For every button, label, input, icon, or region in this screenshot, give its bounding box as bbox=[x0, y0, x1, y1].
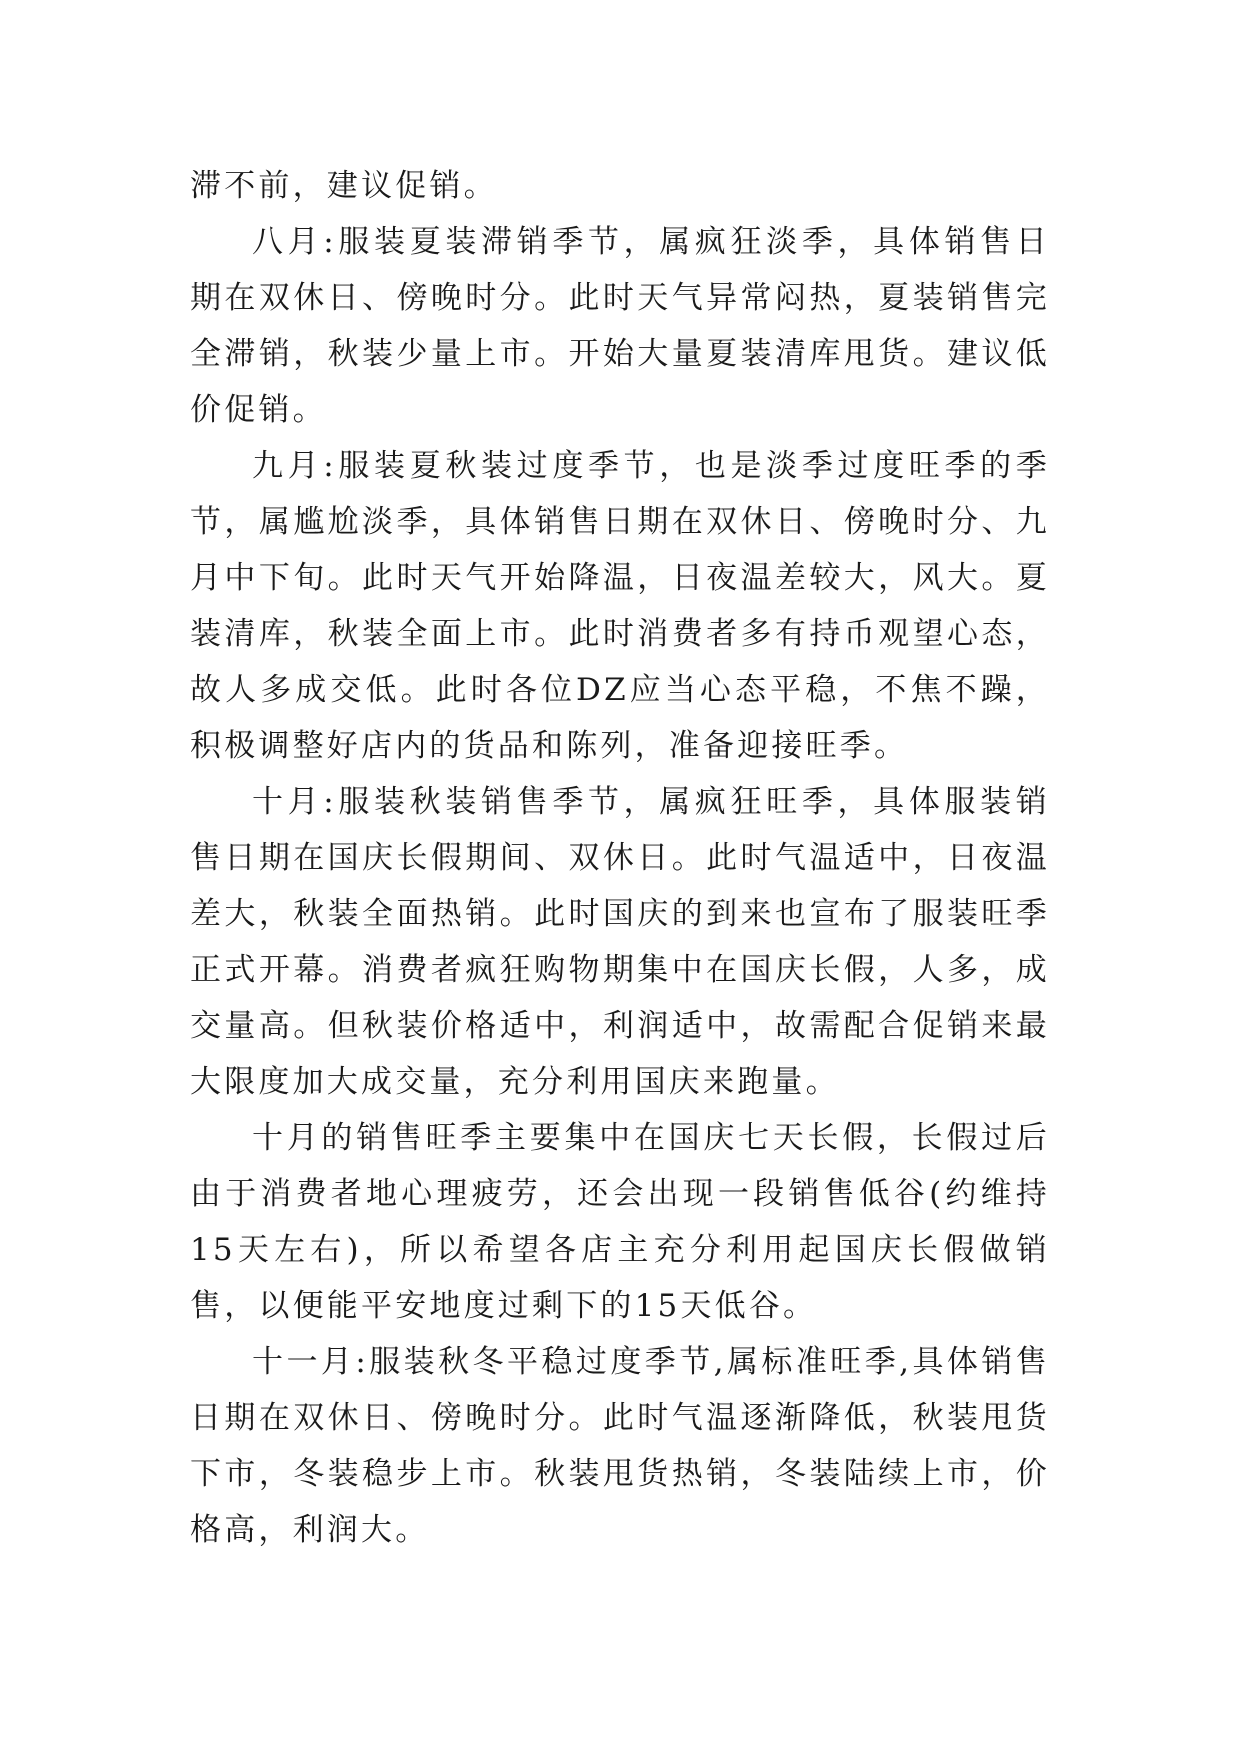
document-body bbox=[190, 158, 1050, 1558]
paragraph-november: 十一月:服装秋冬平稳过度季节,属标准旺季,具体销售日期在双休日、傍晚时分。此时气温逐渐降低，秋装甩货下市，冬装稳步上市。秋装甩货热销，冬装陆续上市，价格高，利润大。 bbox=[190, 1344, 1050, 1548]
paragraph-september: 九月:服装夏秋装过度季节，也是淡季过度旺季的季节，属尴尬淡季，具体销售日期在双休日、傍晚时分、九月中下旬。此时天气开始降温，日夜温差较大，风大。夏装清库，秋装全面上市。此时消费者多有持币观望心态，故人多成交低。此时各位DZ应当心态平稳，不焦不躁，积极调整好店内的货品和陈列，准备迎接旺季。 bbox=[190, 448, 1050, 764]
paragraph-october: 十月:服装秋装销售季节，属疯狂旺季，具体服装销售日期在国庆长假期间、双休日。此时气温适中，日夜温差大，秋装全面热销。此时国庆的到来也宣布了服装旺季正式开幕。消费者疯狂购物期集中在国庆长假，人多，成交量高。但秋装价格适中，利润适中，故需配合促销来最大限度加大成交量，充分利用国庆来跑量。 bbox=[190, 784, 1050, 1100]
paragraph-october-holiday: 十月的销售旺季主要集中在国庆七天长假，长假过后由于消费者地心理疲劳，还会出现一段销售低谷(约维持15天左右)，所以希望各店主充分利用起国庆长假做销售，以便能平安地度过剩下的15天低谷。 bbox=[190, 1120, 1050, 1324]
paragraph-intro-tail: 滞不前，建议促销。 bbox=[190, 168, 498, 204]
paragraph-august: 八月:服装夏装滞销季节，属疯狂淡季，具体销售日期在双休日、傍晚时分。此时天气异常闷热，夏装销售完全滞销，秋装少量上市。开始大量夏装清库甩货。建议低价促销。 bbox=[190, 224, 1050, 428]
